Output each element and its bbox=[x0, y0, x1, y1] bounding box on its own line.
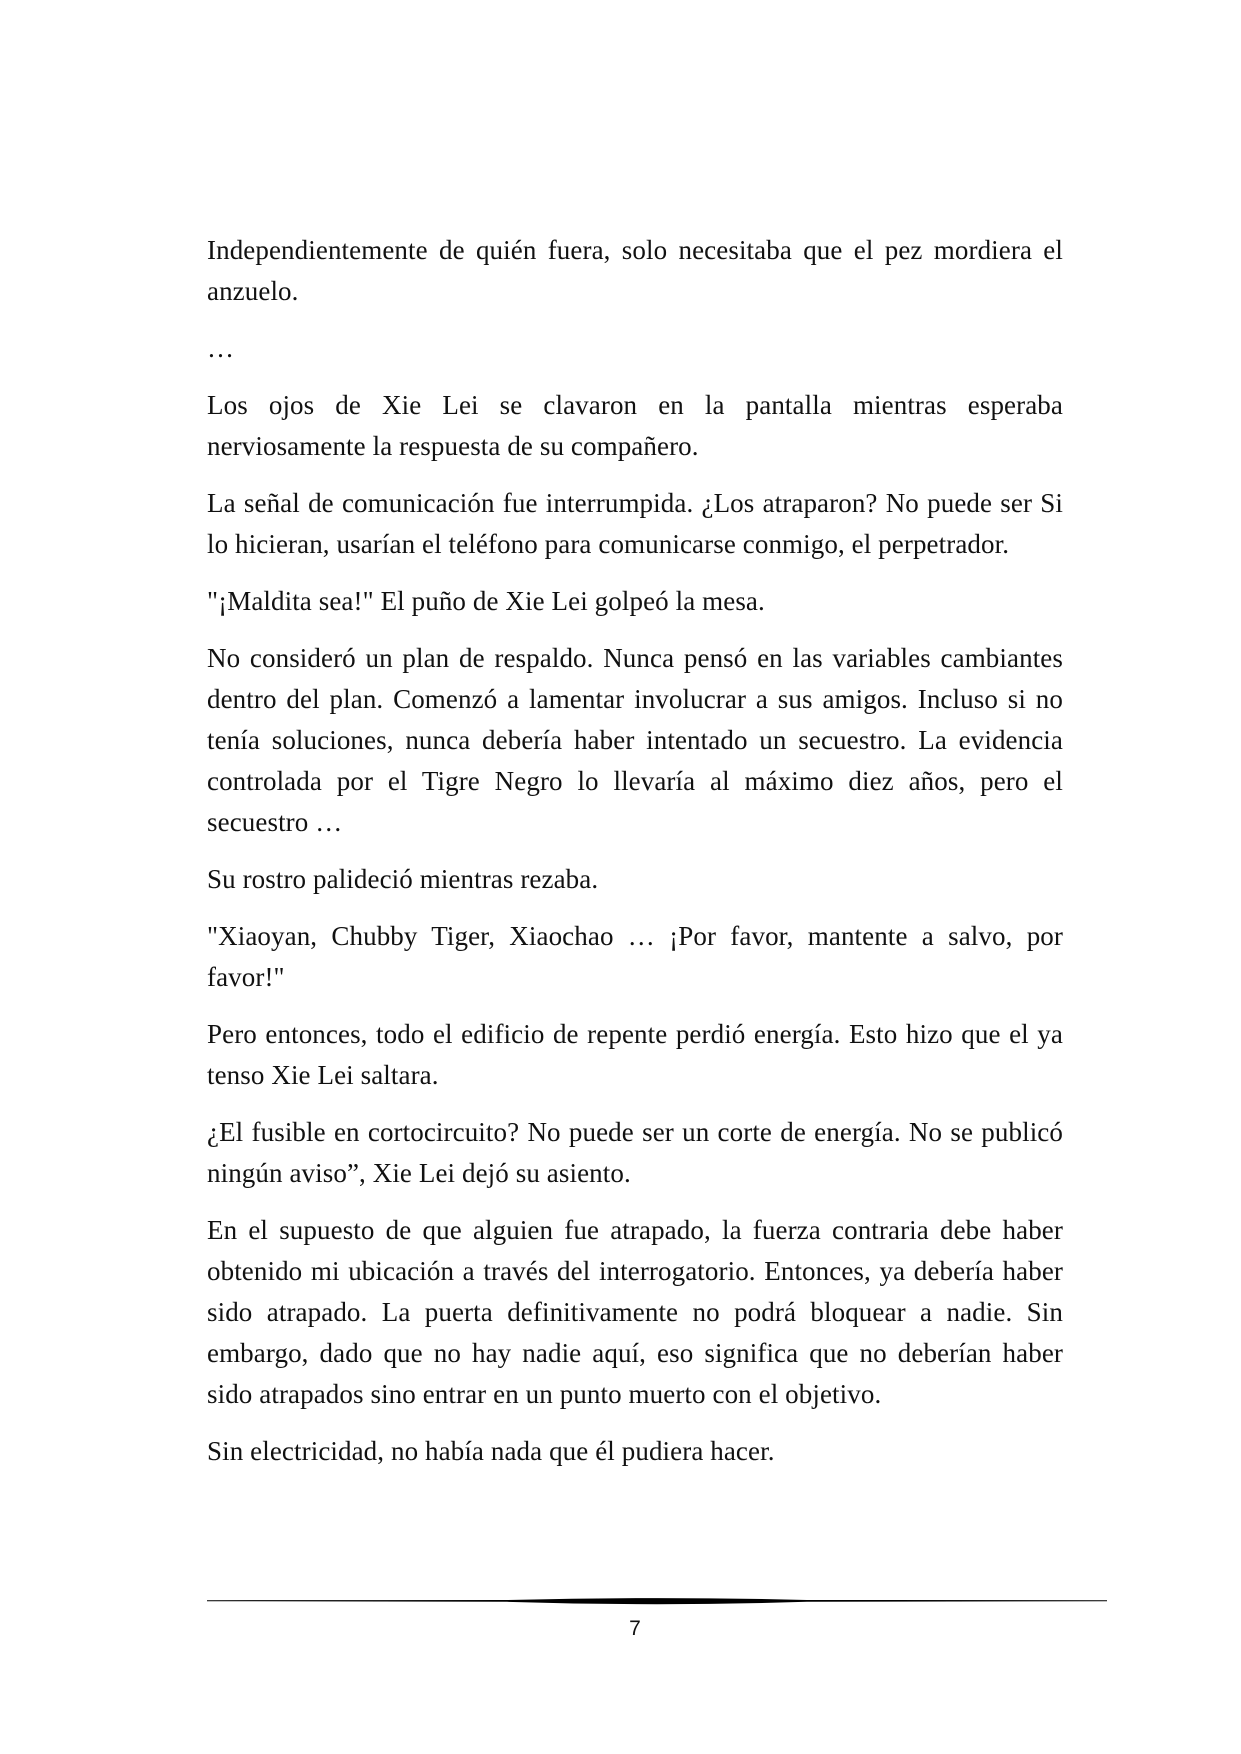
page-number: 7 bbox=[629, 1617, 641, 1640]
paragraph-9: Pero entonces, todo el edificio de repente perdió energía. Esto hizo que el ya tenso Xie Lei saltara. bbox=[207, 1019, 1063, 1090]
paragraph-11: En el supuesto de que alguien fue atrapado, la fuerza contraria debe haber obtenido mi ubicación a través del interrogatorio. Entonces, ya debería haber sido atrapado. La puerta definitivamente no podrá bloquear a nadie. Sin embargo, dado que no hay nadie aquí, eso significa que no deberían haber sido atrapados sino entrar en un punto muerto con el objetivo. bbox=[207, 1215, 1063, 1409]
paragraph-8: "Xiaoyan, Chubby Tiger, Xiaochao … ¡Por favor, mantente a salvo, por favor!" bbox=[207, 921, 1063, 992]
paragraph-1: Independientemente de quién fuera, solo necesitaba que el pez mordiera el anzuelo. bbox=[207, 235, 1063, 306]
body-text bbox=[207, 230, 1063, 1488]
paragraph-12: Sin electricidad, no había nada que él pudiera hacer. bbox=[207, 1436, 775, 1466]
footer-divider bbox=[207, 1594, 1107, 1608]
paragraph-10: ¿El fusible en cortocircuito? No puede ser un corte de energía. No se publicó ningún aviso”, Xie Lei dejó su asiento. bbox=[207, 1117, 1063, 1188]
paragraph-7: Su rostro palideció mientras rezaba. bbox=[207, 864, 599, 894]
paragraph-5: "¡Maldita sea!" El puño de Xie Lei golpeó la mesa. bbox=[207, 586, 765, 616]
paragraph-6: No consideró un plan de respaldo. Nunca pensó en las variables cambiantes dentro del plan. Comenzó a lamentar involucrar a sus amigos. Incluso si no tenía soluciones, nunca debería haber intentado un secuestro. La evidencia controlada por el Tigre Negro lo llevaría al máximo diez años, pero el secuestro … bbox=[207, 643, 1063, 837]
paragraph-ellipsis: … bbox=[207, 333, 235, 363]
paragraph-4: La señal de comunicación fue interrumpida. ¿Los atraparon? No puede ser Si lo hicieran, usarían el teléfono para comunicarse conmigo, el perpetrador. bbox=[207, 488, 1063, 559]
paragraph-3: Los ojos de Xie Lei se clavaron en la pantalla mientras esperaba nerviosamente la respuesta de su compañero. bbox=[207, 390, 1063, 461]
